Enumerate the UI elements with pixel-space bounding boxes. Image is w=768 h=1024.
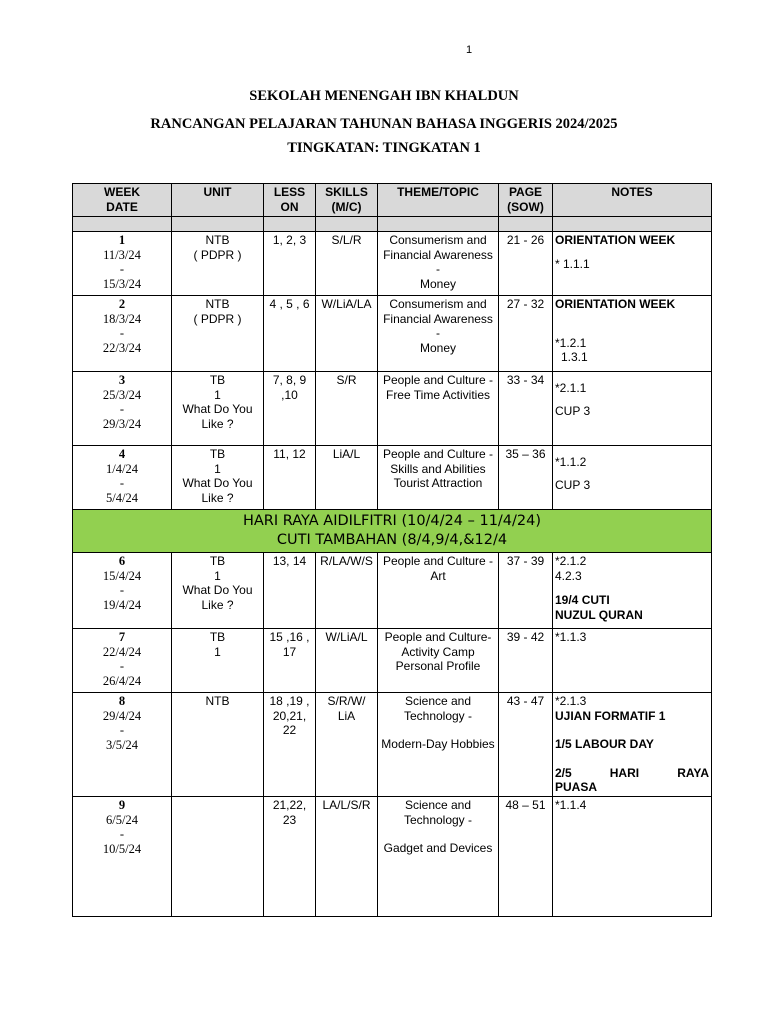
skills-cell: LiA/L bbox=[316, 446, 378, 510]
col-header-notes: NOTES bbox=[553, 184, 712, 217]
table-row bbox=[73, 446, 712, 510]
week-date-cell: 4 1/4/24 - 5/4/24 bbox=[73, 446, 172, 510]
col-header-week: WEEK DATE bbox=[73, 184, 172, 217]
unit-cell: TB 1 bbox=[172, 629, 264, 693]
week-date-cell: 2 18/3/24 - 22/3/24 bbox=[73, 296, 172, 372]
col-header-page: PAGE (SOW) bbox=[499, 184, 553, 217]
unit-cell: NTB bbox=[172, 693, 264, 797]
col-header-unit: UNIT bbox=[172, 184, 264, 217]
notes-cell: *1.1.2 CUP 3 bbox=[553, 446, 712, 510]
lesson-cell: 11, 12 bbox=[264, 446, 316, 510]
page-number: 1 bbox=[466, 44, 473, 56]
notes-cell: *2.1.1 CUP 3 bbox=[553, 372, 712, 446]
week-date-cell: 6 15/4/24 - 19/4/24 bbox=[73, 553, 172, 629]
table-row bbox=[73, 693, 712, 797]
lesson-cell: 4 , 5 , 6 bbox=[264, 296, 316, 372]
theme-cell: People and Culture - Free Time Activities bbox=[378, 372, 499, 446]
lesson-cell: 21,22, 23 bbox=[264, 797, 316, 917]
holiday-banner-row bbox=[73, 510, 712, 553]
table-row bbox=[73, 629, 712, 693]
unit-cell bbox=[172, 797, 264, 917]
col-header-skills: SKILLS (M/C) bbox=[316, 184, 378, 217]
theme-cell: Consumerism and Financial Awareness - Money bbox=[378, 296, 499, 372]
skills-cell: W/LiA/L bbox=[316, 629, 378, 693]
skills-cell: R/LA/W/S bbox=[316, 553, 378, 629]
theme-cell: People and Culture - Art bbox=[378, 553, 499, 629]
unit-cell: NTB ( PDPR ) bbox=[172, 232, 264, 296]
unit-cell: TB 1 What Do You Like ? bbox=[172, 372, 264, 446]
skills-cell: S/R/W/ LiA bbox=[316, 693, 378, 797]
page-cell: 39 - 42 bbox=[499, 629, 553, 693]
spacer-row bbox=[73, 217, 712, 232]
unit-cell: TB 1 What Do You Like ? bbox=[172, 446, 264, 510]
table-row bbox=[73, 553, 712, 629]
lesson-cell: 13, 14 bbox=[264, 553, 316, 629]
holiday-banner: HARI RAYA AIDILFITRI (10/4/24 – 11/4/24) CUTI TAMBAHAN (8/4,9/4,&12/4 bbox=[73, 510, 712, 553]
table-row bbox=[73, 296, 712, 372]
table-header-row bbox=[73, 184, 712, 217]
plan-title: RANCANGAN PELAJARAN TAHUNAN BAHASA INGGERIS 2024/2025 bbox=[150, 116, 618, 132]
page-cell: 43 - 47 bbox=[499, 693, 553, 797]
lesson-cell: 15 ,16 , 17 bbox=[264, 629, 316, 693]
lesson-cell: 1, 2, 3 bbox=[264, 232, 316, 296]
skills-cell: LA/L/S/R bbox=[316, 797, 378, 917]
week-date-cell: 1 11/3/24 - 15/3/24 bbox=[73, 232, 172, 296]
week-date-cell: 7 22/4/24 - 26/4/24 bbox=[73, 629, 172, 693]
page-cell: 48 – 51 bbox=[499, 797, 553, 917]
page-cell: 21 - 26 bbox=[499, 232, 553, 296]
unit-cell: TB 1 What Do You Like ? bbox=[172, 553, 264, 629]
form-title: TINGKATAN: TINGKATAN 1 bbox=[287, 140, 481, 156]
unit-cell: NTB ( PDPR ) bbox=[172, 296, 264, 372]
notes-cell: ORIENTATION WEEK * 1.1.1 bbox=[553, 232, 712, 296]
skills-cell: W/LiA/LA bbox=[316, 296, 378, 372]
school-name: SEKOLAH MENENGAH IBN KHALDUN bbox=[249, 88, 519, 104]
notes-cell: *2.1.2 4.2.3 19/4 CUTI NUZUL QURAN bbox=[553, 553, 712, 629]
table-row bbox=[73, 797, 712, 917]
theme-cell: Science and Technology - Modern-Day Hobbies bbox=[378, 693, 499, 797]
page-cell: 27 - 32 bbox=[499, 296, 553, 372]
notes-cell: *2.1.3 UJIAN FORMATIF 1 1/5 LABOUR DAY 2/5 HARI RAYA PUASA bbox=[553, 693, 712, 797]
theme-cell: Consumerism and Financial Awareness - Money bbox=[378, 232, 499, 296]
theme-cell: People and Culture- Activity Camp Personal Profile bbox=[378, 629, 499, 693]
page-cell: 37 - 39 bbox=[499, 553, 553, 629]
page-cell: 35 – 36 bbox=[499, 446, 553, 510]
notes-cell: *1.1.3 bbox=[553, 629, 712, 693]
lesson-cell: 7, 8, 9 ,10 bbox=[264, 372, 316, 446]
notes-cell: *1.1.4 bbox=[553, 797, 712, 917]
yearly-plan-table bbox=[72, 183, 712, 917]
page-cell: 33 - 34 bbox=[499, 372, 553, 446]
lesson-cell: 18 ,19 , 20,21, 22 bbox=[264, 693, 316, 797]
skills-cell: S/R bbox=[316, 372, 378, 446]
col-header-lesson: LESS ON bbox=[264, 184, 316, 217]
table-row bbox=[73, 232, 712, 296]
week-date-cell: 8 29/4/24 - 3/5/24 bbox=[73, 693, 172, 797]
notes-cell: ORIENTATION WEEK *1.2.1 1.3.1 bbox=[553, 296, 712, 372]
week-date-cell: 9 6/5/24 - 10/5/24 bbox=[73, 797, 172, 917]
theme-cell: Science and Technology - Gadget and Devices bbox=[378, 797, 499, 917]
theme-cell: People and Culture - Skills and Abilities Tourist Attraction bbox=[378, 446, 499, 510]
week-date-cell: 3 25/3/24 - 29/3/24 bbox=[73, 372, 172, 446]
col-header-theme: THEME/TOPIC bbox=[378, 184, 499, 217]
table-row bbox=[73, 372, 712, 446]
skills-cell: S/L/R bbox=[316, 232, 378, 296]
